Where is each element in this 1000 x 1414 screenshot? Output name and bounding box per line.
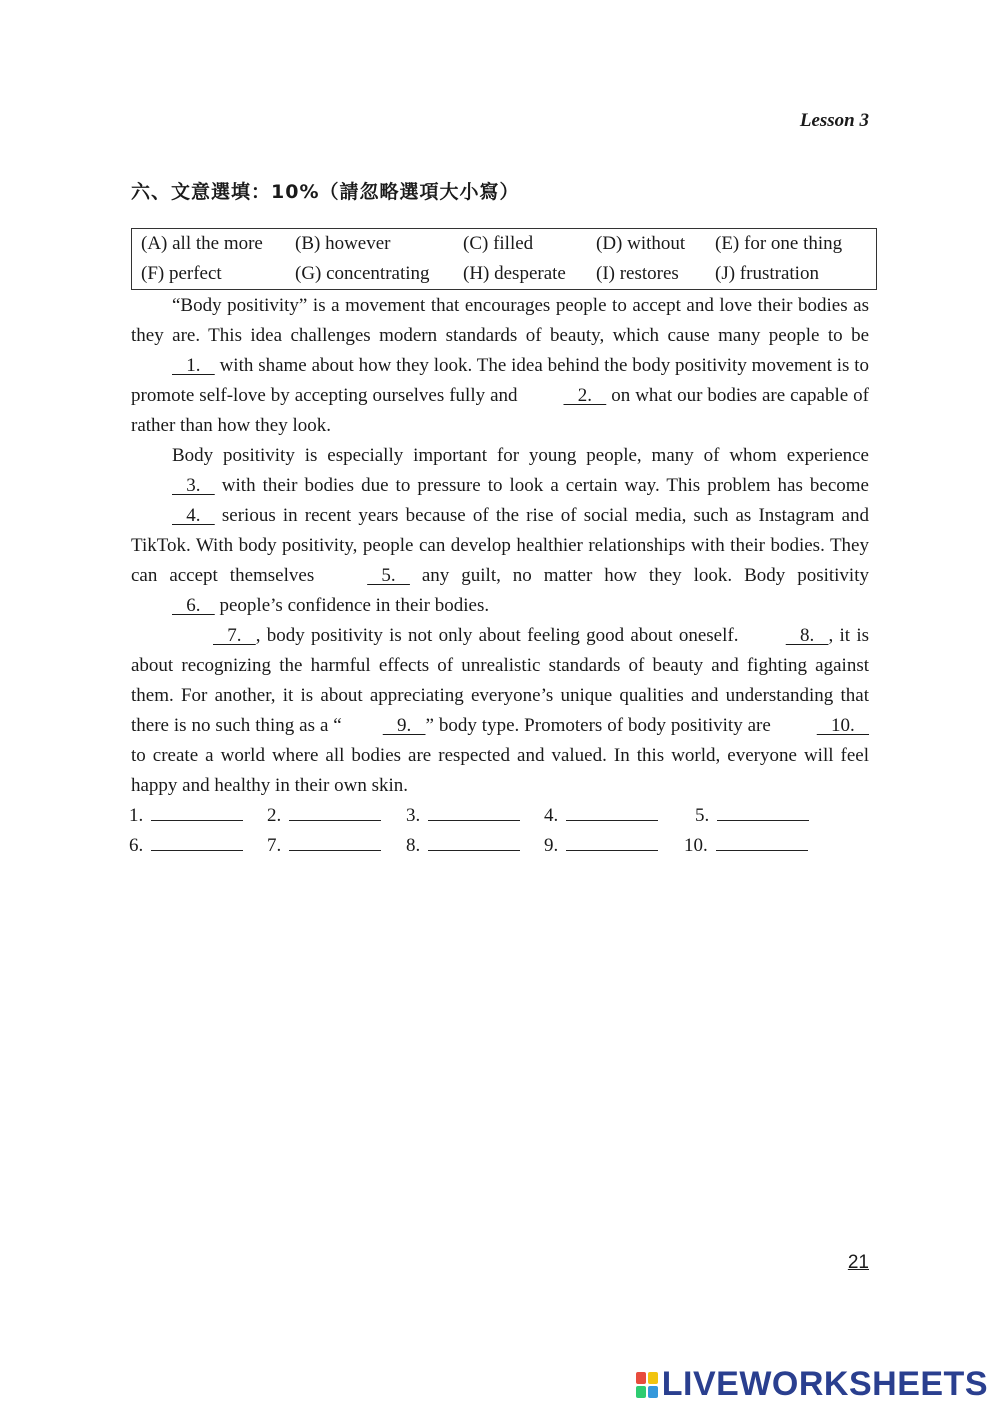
option-b: (B) however	[295, 233, 391, 254]
liveworksheets-logo-icon	[636, 1372, 658, 1398]
answer-input-6[interactable]	[151, 834, 243, 851]
passage-text: , body positivity is not only about feeling good about oneself.	[255, 625, 745, 646]
answer-label: 10.	[684, 835, 708, 856]
logo-square	[648, 1386, 658, 1398]
passage-text: on what our bodies are capable of rather than how they look.	[131, 385, 869, 436]
blank-9: 9.	[382, 715, 426, 736]
passage-text: ” body type. Promoters of body positivity are	[425, 715, 776, 736]
answer-9[interactable]	[544, 831, 658, 861]
blank-5: 5.	[367, 565, 410, 586]
option-f: (F) perfect	[141, 263, 222, 284]
passage-text: Body positivity is especially important for young people, many of whom experience	[172, 445, 869, 466]
answer-input-3[interactable]	[428, 804, 520, 821]
option-g: (G) concentrating	[295, 263, 430, 284]
passage-text: “Body positivity” is a movement that encourages people to accept and love their bodies as they are. This idea challenges modern standards of beauty, which cause many people to be	[131, 295, 869, 346]
answer-input-7[interactable]	[289, 834, 381, 851]
blank-6: 6.	[172, 595, 215, 616]
answer-label: 4.	[544, 805, 559, 826]
answer-4[interactable]	[544, 801, 658, 831]
blank-2: 2.	[563, 385, 607, 406]
answer-10[interactable]	[684, 831, 808, 861]
lesson-label: Lesson 3	[799, 110, 869, 131]
answer-label: 8.	[406, 835, 421, 856]
answer-5[interactable]	[695, 801, 809, 831]
answer-1[interactable]	[129, 801, 243, 831]
answer-input-10[interactable]	[716, 834, 808, 851]
option-h: (H) desperate	[463, 263, 566, 284]
blank-7: 7.	[213, 625, 256, 646]
option-i: (I) restores	[596, 263, 679, 284]
passage-text: to create a world where all bodies are respected and valued. In this world, everyone will feel happy and healthy in their own skin.	[131, 745, 869, 796]
option-c: (C) filled	[463, 233, 534, 254]
page-number: 21	[847, 1252, 869, 1273]
option-e: (E) for one thing	[715, 233, 843, 254]
answer-input-1[interactable]	[151, 804, 243, 821]
option-j: (J) frustration	[715, 263, 819, 284]
passage-text: with shame about how they look. The idea behind the body positivity movement is to promote self-love by accepting ourselves fully and	[131, 355, 869, 406]
answer-label: 1.	[129, 805, 144, 826]
blank-10: 10.	[816, 715, 870, 736]
answer-6[interactable]	[129, 831, 243, 861]
answer-input-5[interactable]	[717, 804, 809, 821]
answer-label: 2.	[267, 805, 282, 826]
answer-label: 7.	[267, 835, 282, 856]
answer-input-4[interactable]	[566, 804, 658, 821]
blank-1: 1.	[172, 355, 215, 376]
option-a: (A) all the more	[141, 233, 263, 254]
answer-label: 5.	[695, 805, 710, 826]
answer-8[interactable]	[406, 831, 520, 861]
answer-2[interactable]	[267, 801, 381, 831]
passage-text: any guilt, no matter how they look. Body positivity	[409, 565, 869, 586]
answer-input-9[interactable]	[566, 834, 658, 851]
logo-square	[636, 1372, 646, 1384]
passage-text: with their bodies due to pressure to look a certain way. This problem has become	[214, 475, 869, 496]
blank-4: 4.	[172, 505, 215, 526]
blank-3: 3.	[172, 475, 215, 496]
options-box	[131, 228, 877, 290]
passage	[131, 291, 869, 801]
liveworksheets-watermark	[636, 1365, 988, 1404]
passage-text: , it is about recognizing the harmful effects of unrealistic standards of beauty and fighting against them. For another, it is about appreciating everyone’s unique qualities and understanding that there is no such thing as a “	[131, 625, 869, 736]
logo-square	[636, 1386, 646, 1398]
answer-label: 9.	[544, 835, 559, 856]
section-title: 六、文意選填：10%（請忽略選項大小寫）	[131, 181, 520, 203]
paragraph-3	[131, 621, 869, 801]
answer-input-2[interactable]	[289, 804, 381, 821]
blank-8: 8.	[785, 625, 829, 646]
passage-text: people’s confidence in their bodies.	[214, 595, 490, 616]
watermark-text: LIVEWORKSHEETS	[661, 1365, 988, 1403]
paragraph-2	[131, 441, 869, 621]
logo-square	[648, 1372, 658, 1384]
answer-input-8[interactable]	[428, 834, 520, 851]
answer-label: 3.	[406, 805, 421, 826]
answer-3[interactable]	[406, 801, 520, 831]
answer-7[interactable]	[267, 831, 381, 861]
paragraph-1	[131, 291, 869, 441]
passage-text: serious in recent years because of the rise of social media, such as Instagram and TikTok. With body positivity, people can develop healthier relationships with their bodies. They can accept themselves	[131, 505, 869, 586]
answer-label: 6.	[129, 835, 144, 856]
option-d: (D) without	[596, 233, 686, 254]
